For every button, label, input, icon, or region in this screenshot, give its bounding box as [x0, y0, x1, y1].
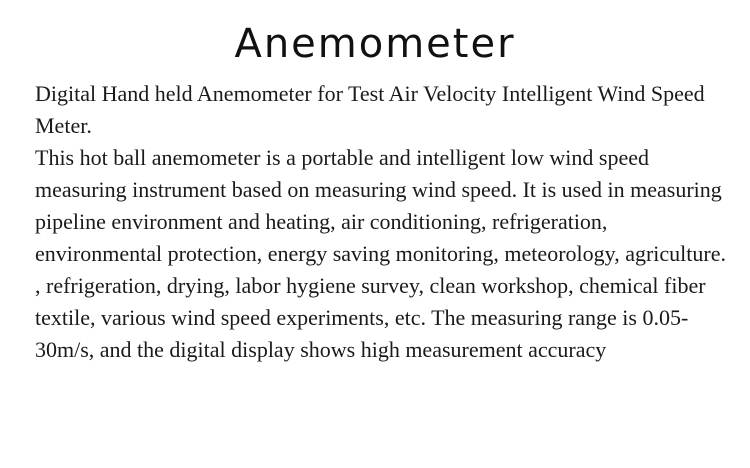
product-description: This hot ball anemometer is a portable and intelligent low wind speed measuring instrument based on measuring wind speed. It is used in measuring pipeline environment and heating, air conditioning, refrigeration, environmental protection, energy saving monitoring, meteorology, agriculture. , refrigeration, drying, labor hygiene survey, clean workshop, chemical fiber textile, various wind speed experiments, etc. The measuring range is 0.05-30m/s, and the digital display shows high measurement accuracy	[35, 145, 726, 362]
page-title: Anemometer	[234, 21, 516, 67]
product-subtitle: Digital Hand held Anemometer for Test Air Velocity Intelligent Wind Speed Meter.	[35, 81, 705, 138]
product-description-block	[35, 78, 735, 366]
